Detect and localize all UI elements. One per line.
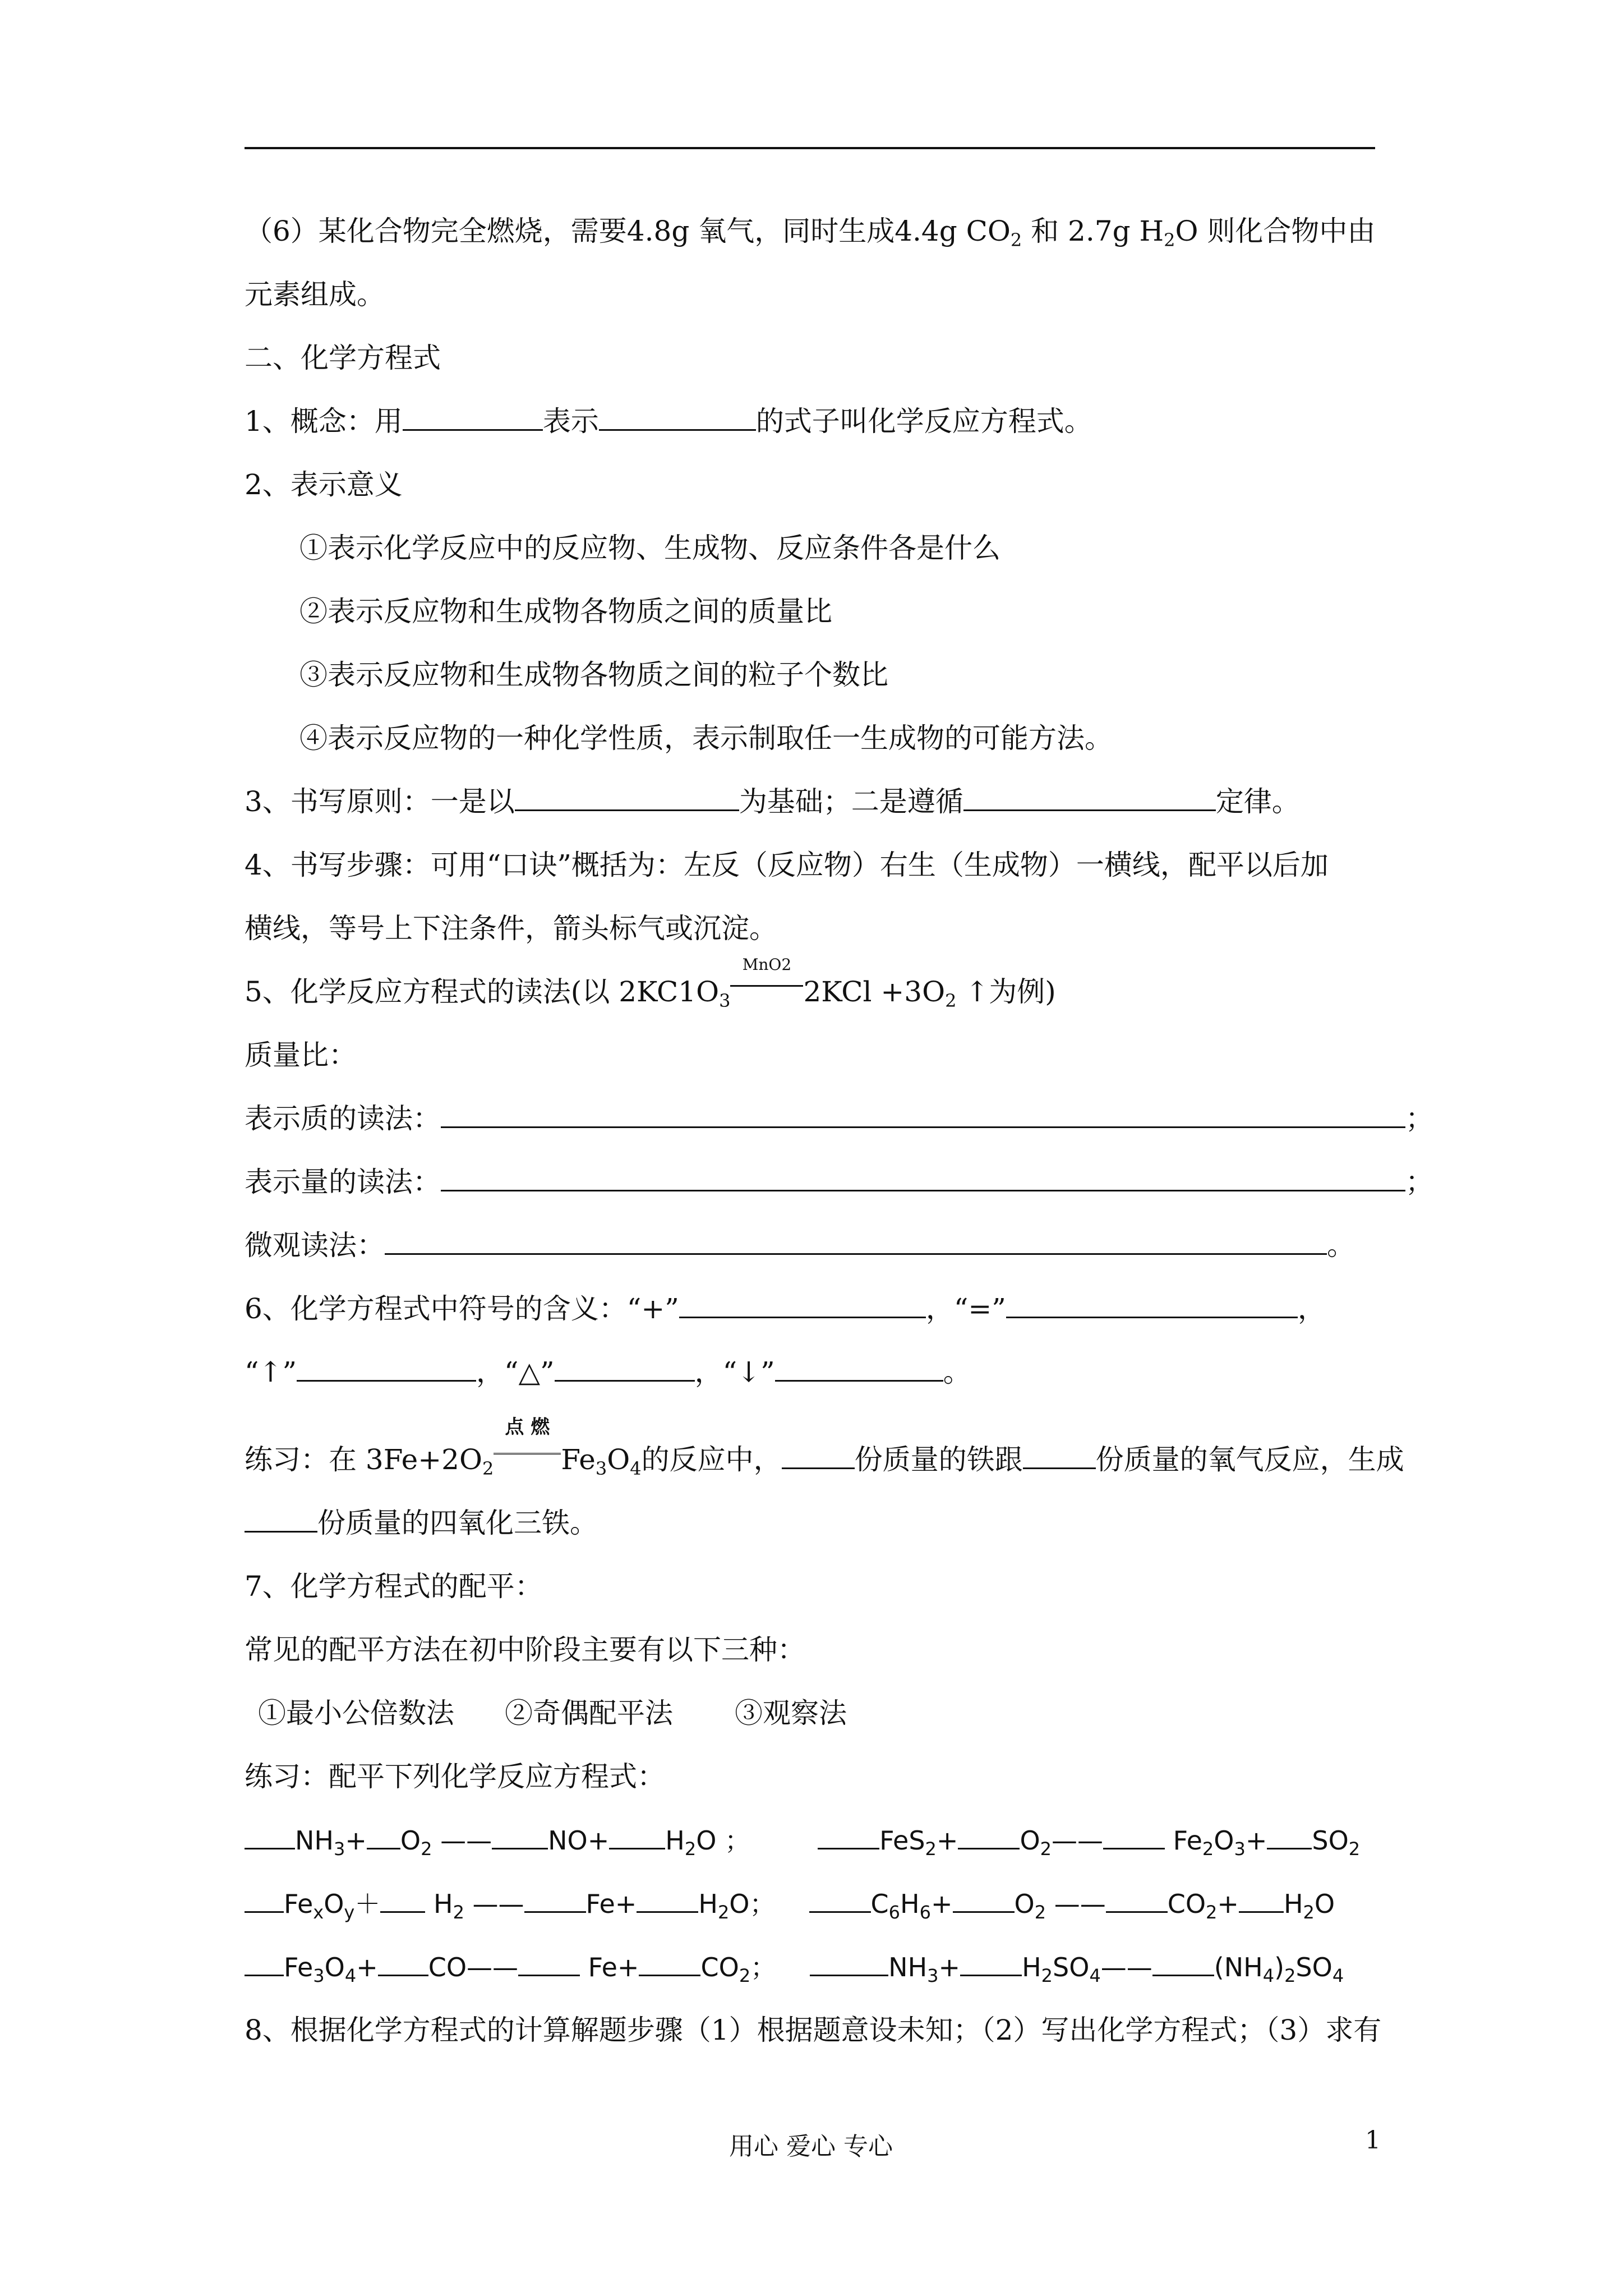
blank[interactable] bbox=[403, 403, 543, 431]
meaning-title: 2、表示意义 bbox=[245, 468, 403, 501]
balance-title: 7、化学方程式的配平： bbox=[245, 1570, 543, 1603]
balance-methods-intro: 常见的配平方法在初中阶段主要有以下三种： bbox=[245, 1634, 805, 1666]
equation-row-1: $NH_3+ O_2$ —— $NO+ H_2O$ ； $FeS_2+ O_2——$ $Fe_2O_3+ SO_2$ bbox=[245, 1822, 1360, 1858]
line-elements: 元素组成。 bbox=[245, 278, 385, 311]
meaning-3: ③表示反应物和生成物各物质之间的粒子个数比 bbox=[299, 659, 888, 691]
reaction-arrow: MnO2 bbox=[730, 974, 803, 1010]
meaning-1: ①表示化学反应中的反应物、生成物、反应条件各是什么 bbox=[299, 532, 1000, 564]
blank[interactable] bbox=[515, 784, 739, 811]
quantity-reading: 表示量的读法： ； bbox=[245, 1164, 1433, 1200]
exercise-1: 练习：在 $3Fe+2O_2$ 点 燃 $Fe_3O_4$的反应中， 份质量的铁跟 份质量的氧气反应，生成 bbox=[245, 1416, 1404, 1479]
calc-steps: 8、根据化学方程式的计算解题步骤（1）根据题意设未知；（2）写出化学方程式；（3）求有 bbox=[245, 2014, 1382, 2046]
quality-reading: 表示质的读法： ； bbox=[245, 1101, 1433, 1137]
footer-motto: 用心 爱心 专心 bbox=[729, 2132, 893, 2161]
principle-line: 3、书写原则：一是以 为基础；二是遵循 定律。 bbox=[245, 784, 1300, 820]
section-title: 二、化学方程式 bbox=[245, 342, 441, 374]
header-rule bbox=[245, 147, 1375, 149]
blank[interactable] bbox=[385, 1227, 1327, 1255]
blank[interactable] bbox=[441, 1101, 1405, 1128]
meaning-2: ②表示反应物和生成物各物质之间的质量比 bbox=[299, 595, 832, 628]
micro-reading: 微观读法： 。 bbox=[245, 1227, 1355, 1263]
blank[interactable] bbox=[963, 784, 1216, 811]
blank[interactable] bbox=[555, 1354, 695, 1382]
blank[interactable] bbox=[1023, 1442, 1096, 1469]
page-number: 1 bbox=[1365, 2126, 1381, 2155]
concept-line: 1、概念：用 表示 的式子叫化学反应方程式。 bbox=[245, 403, 1092, 439]
meaning-4: ④表示反应物的一种化学性质，表示制取任一生成物的可能方法。 bbox=[299, 722, 1113, 754]
blank[interactable] bbox=[297, 1354, 476, 1382]
steps-line-2: 横线，等号上下注条件，箭头标气或沉淀。 bbox=[245, 912, 777, 945]
blank[interactable] bbox=[599, 403, 756, 431]
steps-line-1: 4、书写步骤：可用“口诀”概括为：左反（反应物）右生（生成物）一横线，配平以后加 bbox=[245, 849, 1329, 881]
symbols-line-2: “↑” ，“△” ，“↓” 。 bbox=[245, 1354, 971, 1390]
equation-row-3: $Fe_3O_4+$ CO—— $Fe+ CO_2$； $NH_3+$ $H_2SO_4——$ $(NH_4)_2SO_4$ bbox=[245, 1949, 1344, 1985]
exercise-2: 练习：配平下列化学反应方程式： bbox=[245, 1760, 665, 1793]
symbols-line-1: 6、化学方程式中符号的含义：“+” ，“=” ， bbox=[245, 1291, 1326, 1327]
blank[interactable] bbox=[782, 1442, 855, 1469]
reading-line: 5、化学反应方程式的读法(以 $2KC1O_3$ MnO2 $2KCl +3O_2$ ↑为例) bbox=[245, 955, 1056, 1011]
reaction-arrow: 点 燃 bbox=[494, 1442, 561, 1478]
exercise-1-cont: 份质量的四氧化三铁。 bbox=[245, 1505, 598, 1541]
balance-methods: ①最小公倍数法 ②奇偶配平法 ③观察法 bbox=[258, 1697, 847, 1729]
line-compound: （6）某化合物完全燃烧，需要4.8g 氧气，同时生成4.4g $CO_2$ 和 2.7g $H_2O$ 则化合物中由 bbox=[245, 215, 1376, 251]
blank[interactable] bbox=[1006, 1291, 1298, 1318]
blank[interactable] bbox=[441, 1164, 1405, 1191]
blank[interactable] bbox=[775, 1354, 943, 1382]
blank[interactable] bbox=[245, 1505, 317, 1533]
equation-row-2: $Fe_xO_y+ H_2$ —— $Fe+ H_2O$； $C_6H_6+ O_2$ —— $CO_2+ H_2O$ bbox=[245, 1885, 1335, 1922]
blank[interactable] bbox=[679, 1291, 926, 1318]
mass-ratio: 质量比： bbox=[245, 1039, 357, 1071]
